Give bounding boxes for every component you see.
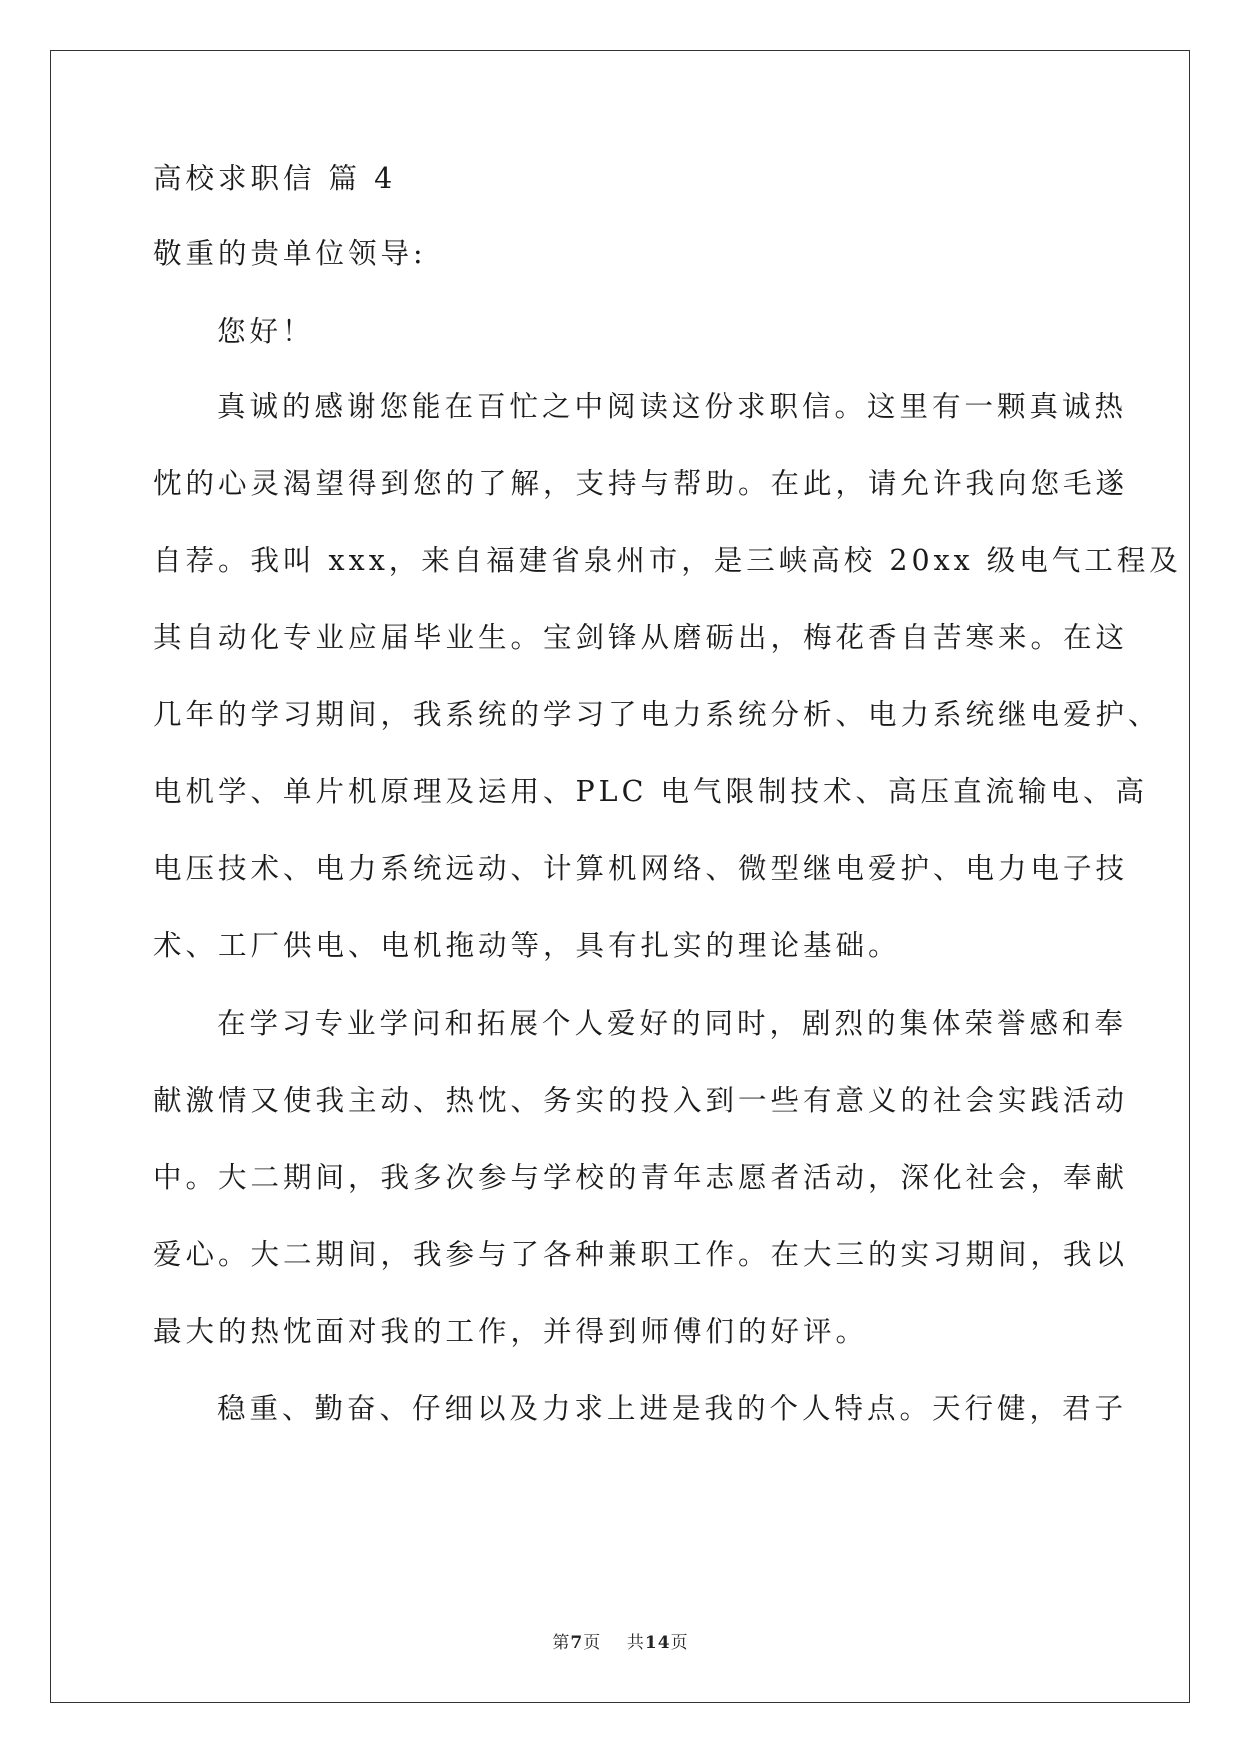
paragraph-1-line-8: 术、工厂供电、电机拖动等，具有扎实的理论基础。 [153, 929, 901, 962]
paragraph-1-line-5: 几年的学习期间，我系统的学习了电力系统分析、电力系统继电爱护、 [153, 698, 1161, 731]
page-suffix: 页 [670, 1633, 689, 1653]
paragraph-2-line-2: 献激情又使我主动、热忱、务实的投入到一些有意义的社会实践活动 [153, 1084, 1129, 1117]
document-heading: 高校求职信 篇 4 [153, 162, 397, 195]
paragraph-1-line-4: 其自动化专业应届毕业生。宝剑锋从磨砺出，梅花香自苦寒来。在这 [153, 621, 1129, 654]
paragraph-1-line-3: 自荐。我叫 xxx，来自福建省泉州市，是三峡高校 20xx 级电气工程及 [153, 544, 1182, 577]
page-current: 7 [570, 1633, 584, 1653]
page-footer [0, 1628, 1241, 1653]
paragraph-1-line-2: 忱的心灵渴望得到您的了解，支持与帮助。在此，请允许我向您毛遂 [153, 467, 1129, 500]
salutation: 敬重的贵单位领导: [153, 237, 427, 270]
paragraph-3-line-1: 稳重、勤奋、仔细以及力求上进是我的个人特点。天行健，君子 [217, 1392, 1128, 1425]
greeting: 您好！ [217, 315, 315, 348]
page-mid: 页 共 [583, 1633, 645, 1653]
paragraph-1-line-7: 电压技术、电力系统远动、计算机网络、微型继电爱护、电力电子技 [153, 852, 1129, 885]
paragraph-2-line-4: 爱心。大二期间，我参与了各种兼职工作。在大三的实习期间，我以 [153, 1238, 1129, 1271]
page-total: 14 [644, 1633, 671, 1653]
paragraph-2-line-3: 中。大二期间，我多次参与学校的青年志愿者活动，深化社会，奉献 [153, 1161, 1129, 1194]
paragraph-1-line-1: 真诚的感谢您能在百忙之中阅读这份求职信。这里有一颗真诚热 [217, 390, 1128, 423]
page-prefix: 第 [552, 1633, 571, 1653]
paragraph-2-line-5: 最大的热忱面对我的工作，并得到师傅们的好评。 [153, 1315, 869, 1348]
paragraph-1-line-6: 电机学、单片机原理及运用、PLC 电气限制技术、高压直流输电、高 [153, 775, 1148, 808]
paragraph-2-line-1: 在学习专业学问和拓展个人爱好的同时，剧烈的集体荣誉感和奉 [217, 1007, 1128, 1040]
